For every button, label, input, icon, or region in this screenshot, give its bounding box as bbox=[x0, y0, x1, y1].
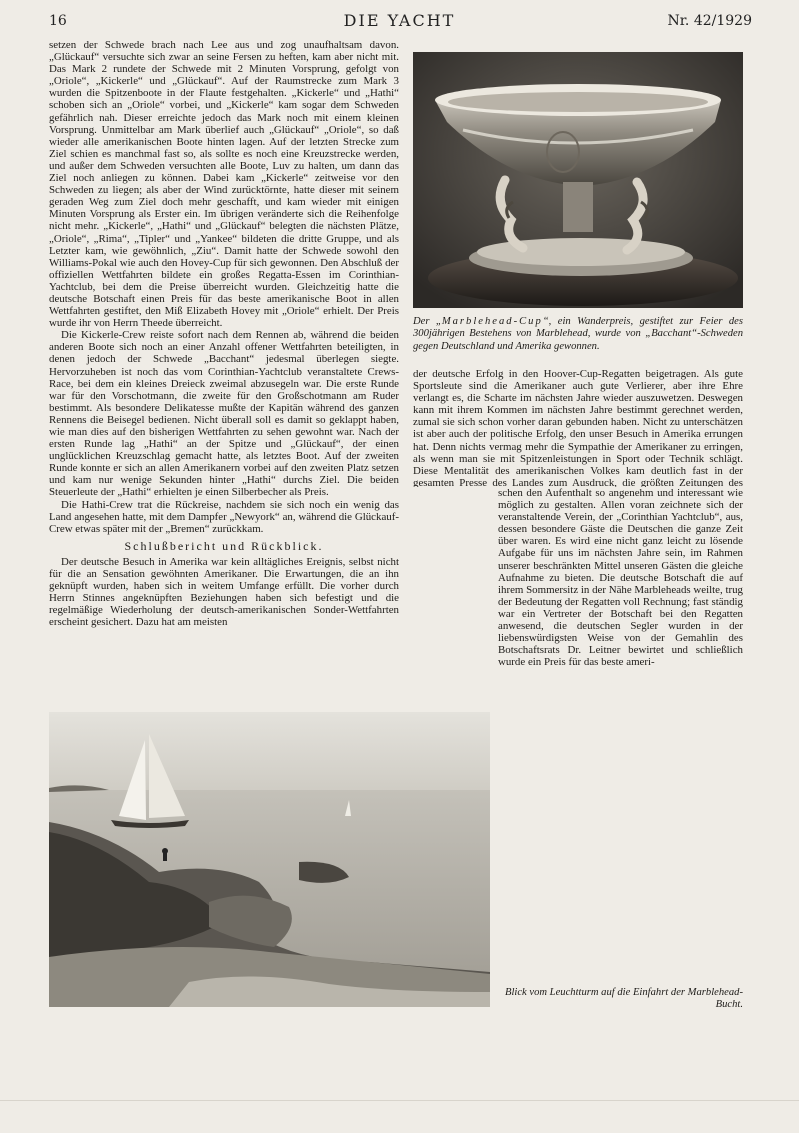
caption-text: “, ein Wanderpreis, gestiftet zur Feier des 300jährigen Bestehens von Marblehead, wurde von „Bacchant“-Schweden gegen Deutschland und Amerika gewonnen. bbox=[413, 316, 744, 352]
caption-cup-name: Marblehead-Cup bbox=[441, 316, 543, 327]
magazine-title: DIE YACHT bbox=[343, 11, 456, 30]
paragraph: setzen der Schwede brach nach Lee aus und zog unaufhaltsam davon. „Glückauf“ versuchte sich zwar an seine Fersen zu heften, kam aber nicht mit. Das Mark 2 rundete der Schwede mit 2 Minuten Vorsprung, gefolgt von „Oriole“, „Kickerle“ und „Glückauf“. Auf der Raumstrecke zum Mark 3 wurden die Spitzenboote in der Flaute festgehalten. „Kickerle“ und „Hathi“ schoben sich an „Oriole“ vorbei, und „Kickerle“ kam sogar dem Schweden gefährlich nah. Dieser erreichte jedoch das Mark noch mit einem kleinen Vorsprung. Unmittelbar am Mark überlief auch „Glückauf“ „Oriole“, so daß wieder alle amerikanischen Boote hinten lagen. Auf der letzten Strecke zum Ziel schien es manchmal fast so, als sollte es noch eine Kreuzstrecke werden, und außer dem Schweden versuchten alle Boote, Luv zu halten, um dann das Ziel noch anliegen zu können. Dabei kam „Kickerle“ zeitweise vor den Schweden zu liegen; als aber der Wind zurücktörnte, hatte dieser mit seinem geraden Weg zum Ziel doch mehr geschafft, und kam wieder mit einigen Minuten Vorsprung als Erster ein. Im übrigen veränderte sich die Reihenfolge nicht mehr. „Kickerle“, „Hathi“ und „Glückauf“ belegten die nächsten Plätze, „Oriole“, „Rima“, „Tipler“ und „Yankee“ bildeten die dritte Gruppe, und als Letzter kam, wie gewöhnlich, „Ziu“. Damit hatte der Schwede sowohl den Williams-Pokal wie auch den Hovey-Cup für sich gewonnen. Den Abschluß der offiziellen Wettfahrten bildete ein großes Regatta-Essen im Corinthian-Yachtclub, bei dem die Preise überreicht wurden. Gleichzeitig hatte die deutsche Botschaft einen Preis für das beste amerikanische Boot in allen Wettfahrten gestiftet, den Miß Elizabeth Hovey mit „Oriole“ erhielt. Der Preis wurde ihr von Herrn Theede überreicht. bbox=[49, 39, 399, 330]
paragraph: Der deutsche Besuch in Amerika war kein alltägliches Ereignis, selbst nicht für die an Sensation gewöhnten Amerikaner. Die Erwartungen, die an ihn geknüpft wurden, haben sich in weitem Umfange erfüllt. Die vorher durch Herrn Stinnes angeknüpften Beziehungen haben sich befestigt und die regelmäßige Wiederholung der deutsch-amerikanischen Sonder-Wettfahrten erscheint gesichert. Dazu hat am meisten bbox=[49, 555, 399, 629]
caption-prefix: Der „ bbox=[413, 316, 442, 327]
issue-number: Nr. 42/1929 bbox=[667, 13, 752, 29]
paragraph: Die Hathi-Crew trat die Rückreise, nachdem sie sich noch ein wenig das Land angesehen hatte, mit dem Dampfer „Newyork“ an, während die Glückauf-Crew etwas später mit der „Bremen“ zurückkam. bbox=[49, 498, 399, 535]
marblehead-bay-photo bbox=[49, 712, 490, 1007]
bay-photo-caption: Blick vom Leuchtturm auf die Einfahrt der Marblehead-Bucht. bbox=[504, 987, 743, 1011]
paragraph: schen den Aufenthalt so angenehm und interessant wie möglich zu gestalten. Allen voran zeichnete sich der veranstaltende Verein, der „Corinthian Yachtclub“, aus, dessen besondere Gäste die Deutschen die ganze Zeit über waren. Es wird eine nicht ganz leicht zu lösende Aufgabe für uns im nächsten Jahre sein, im Rahmen unserer beschränkten Mittel unseren Gästen die gleiche Aufnahme zu bieten. Die deutsche Botschaft die auf ihrem Sommersitz in der Nähe Marbleheads weilte, trug der Bedeutung der Regatten voll Rechnung; fast ständig war ein Vertreter der Botschaft bei den Regatten anwesend, die deutschen Segler wurden in der liebenswürdigsten Weise von der Gemahlin des Botschaftsrats Dr. Leitner bewirtet und schließlich wurde ein Preis für das beste ameri- bbox=[498, 487, 743, 669]
right-text-column-upper bbox=[413, 368, 743, 487]
cup-photo-caption bbox=[413, 316, 743, 353]
page-number: 16 bbox=[49, 13, 67, 29]
section-heading: Schlußbericht und Rückblick. bbox=[124, 538, 324, 553]
left-text-column bbox=[49, 39, 399, 712]
marblehead-cup-photo bbox=[413, 52, 743, 308]
right-text-column-lower bbox=[498, 487, 743, 901]
page-bottom-rule bbox=[0, 1100, 799, 1101]
paragraph: der deutsche Erfolg in den Hoover-Cup-Regatten beigetragen. Als gute Sportsleute sind die Amerikaner auch gute Verlierer, aber ihre Ehre verlangt es, die Scharte im nächsten Jahre wieder auszuwetzen. Deswegen kann mit ihrem Kommen im nächsten Jahre bestimmt gerechnet werden, zumal sie sich schon vorher daran gebunden haben. Nicht zu unterschätzen ist aber auch der politische Erfolg, den unser Besuch in Amerika errungen hat. Denn nichts vermag mehr die Sympathie der Amerikaner zu erringen, als wenn man sie mit Spitzenleistungen in Sport oder Technik schlägt. Diese Mentalität des amerikanischen Volkes kam deutlich fast in der gesamten Presse des Landes zum Ausdruck, die größten Zeitungen des bbox=[413, 368, 743, 487]
paragraph: Die Kickerle-Crew reiste sofort nach dem Rennen ab, während die beiden anderen Boote sich noch an einer Anzahl offener Wettfahrten beteiligten, in denen jedoch der Schwede „Bacchant“ jedesmal überlegen siegte. Hervorzuheben ist noch das vom Corinthian-Yachtclub veranstaltete Crews-Race, bei dem ein kleines Dreieck zweimal abzusegeln war. Die erste Runde war für den Vorschotmann, die zweite für den Großschotmann am Ruder bestimmt. Als besondere Delikatesse mußte der Kapitän während des ganzen Rennens die Beisegel bedienen. Nicht überall soll es damit so geklappt haben, wie man dies auf den bisherigen Wettfahrten zu sehen gewohnt war. Nach der ersten Runde lag „Hathi“ an der Spitze und „Glückauf“, der einen unglücklichen Kreuzschlag gemacht hatte, als letztes Boot. Auf der zweiten Runde konnte er sich an allen Amerikanern vorbei auf den zweiten Platz setzen und kam nur wenige Sekunden hinter „Hathi“ durchs Ziel. Die beiden Steuerleute der „Hathi“ erhielten je einen Silberbecher als Preis. bbox=[49, 329, 399, 499]
